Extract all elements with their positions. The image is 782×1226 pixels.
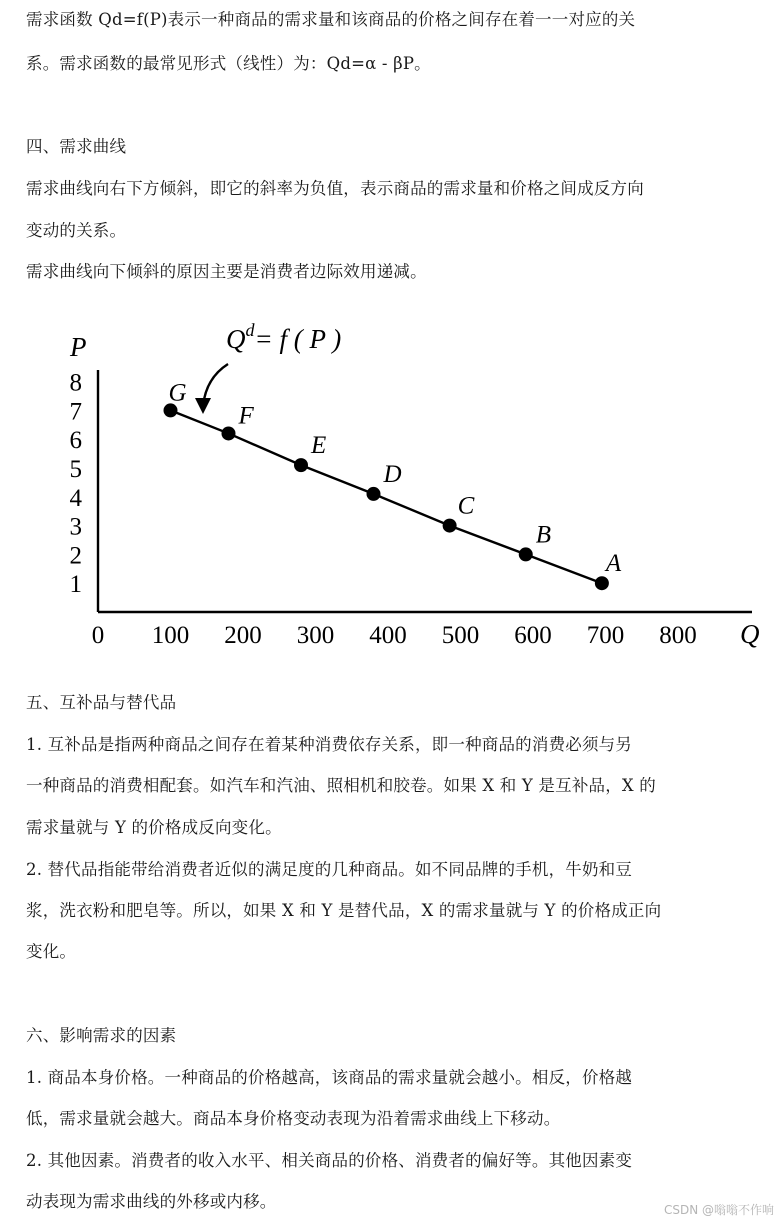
paragraph-line: 需求函数 Qd=f(P)表示一种商品的需求量和该商品的价格之间存在着一一对应的关 [26, 10, 636, 29]
section-heading-demand-curve: 四、需求曲线 [26, 137, 127, 156]
y-tick-label: 7 [69, 398, 82, 426]
y-tick-label: 6 [69, 427, 82, 455]
point-label-g: G [168, 379, 187, 407]
data-point-e [294, 458, 308, 472]
point-label-f: F [238, 402, 254, 430]
paragraph-line: 变动的关系。 [26, 221, 127, 240]
x-tick-label: 800 [659, 622, 697, 649]
point-label-c: C [457, 492, 475, 520]
data-point-a [595, 576, 609, 590]
x-tick-label: 400 [369, 622, 407, 649]
x-tick-label: 100 [151, 622, 190, 649]
x-axis-label: Q [740, 619, 760, 649]
paragraph-line: 需求曲线向下倾斜的原因主要是消费者边际效用递减。 [26, 262, 427, 281]
paragraph-line: 2. 其他因素。消费者的收入水平、相关商品的价格、消费者的偏好等。其他因素变 [26, 1151, 633, 1170]
section-heading-demand-factors: 六、影响需求的因素 [26, 1026, 177, 1045]
section-heading-complements-substitutes: 五、互补品与替代品 [26, 693, 177, 712]
data-point-f [222, 426, 236, 440]
data-point-c [443, 519, 457, 533]
paragraph-line: 系。需求函数的最常见形式（线性）为：Qd=α - βP。 [26, 54, 431, 73]
paragraph-line: 动表现为需求曲线的外移或内移。 [26, 1192, 277, 1211]
x-tick-label: 200 [224, 622, 262, 649]
y-tick-label: 4 [69, 484, 82, 512]
data-point-b [519, 547, 533, 561]
y-tick-label: 3 [69, 513, 82, 541]
paragraph-line: 一种商品的消费相配套。如汽车和汽油、照相机和胶卷。如果 X 和 Y 是互补品，X 的 [26, 776, 657, 795]
paragraph-line: 低，需求量就会越大。商品本身价格变动表现为沿着需求曲线上下移动。 [26, 1109, 561, 1128]
x-tick-label: 300 [296, 622, 335, 649]
paragraph-line: 2. 替代品指能带给消费者近似的满足度的几种商品。如不同品牌的手机，牛奶和豆 [26, 860, 633, 879]
x-tick-label: 500 [441, 622, 480, 649]
paragraph-line: 变化。 [26, 942, 77, 961]
demand-curve-line [171, 410, 602, 583]
x-tick-label: 700 [586, 622, 625, 649]
y-tick-label: 8 [69, 369, 82, 397]
point-label-a: A [605, 550, 622, 578]
x-tick-label: 0 [91, 622, 105, 649]
data-point-d [367, 487, 381, 501]
y-tick-label: 5 [69, 456, 82, 483]
point-label-d: D [383, 460, 402, 488]
paragraph-line: 需求曲线向右下方倾斜，即它的斜率为负值，表示商品的需求量和价格之间成反方向 [26, 179, 644, 198]
paragraph-line: 需求量就与 Y 的价格成反向变化。 [26, 818, 282, 837]
annotation-arrowhead [195, 398, 211, 414]
x-tick-label: 600 [514, 622, 552, 649]
paragraph-line: 浆，洗衣粉和肥皂等。所以，如果 X 和 Y 是替代品，X 的需求量就与 Y 的价格成正向 [26, 901, 662, 920]
y-axis-label: P [70, 332, 87, 362]
y-tick-label: 2 [69, 542, 82, 570]
demand-curve-chart [0, 318, 782, 663]
curve-annotation: $Q^d= f$ ( P ) [226, 320, 342, 354]
paragraph-line: 1. 商品本身价格。一种商品的价格越高，该商品的需求量就会越小。相反，价格越 [26, 1068, 633, 1087]
point-label-e: E [311, 432, 327, 460]
y-tick-label: 1 [69, 571, 82, 599]
paragraph-line: 1. 互补品是指两种商品之间存在着某种消费依存关系，即一种商品的消费必须与另 [26, 735, 633, 754]
watermark: CSDN @嗡嗡不作响 [663, 1203, 774, 1217]
point-label-b: B [535, 521, 552, 549]
